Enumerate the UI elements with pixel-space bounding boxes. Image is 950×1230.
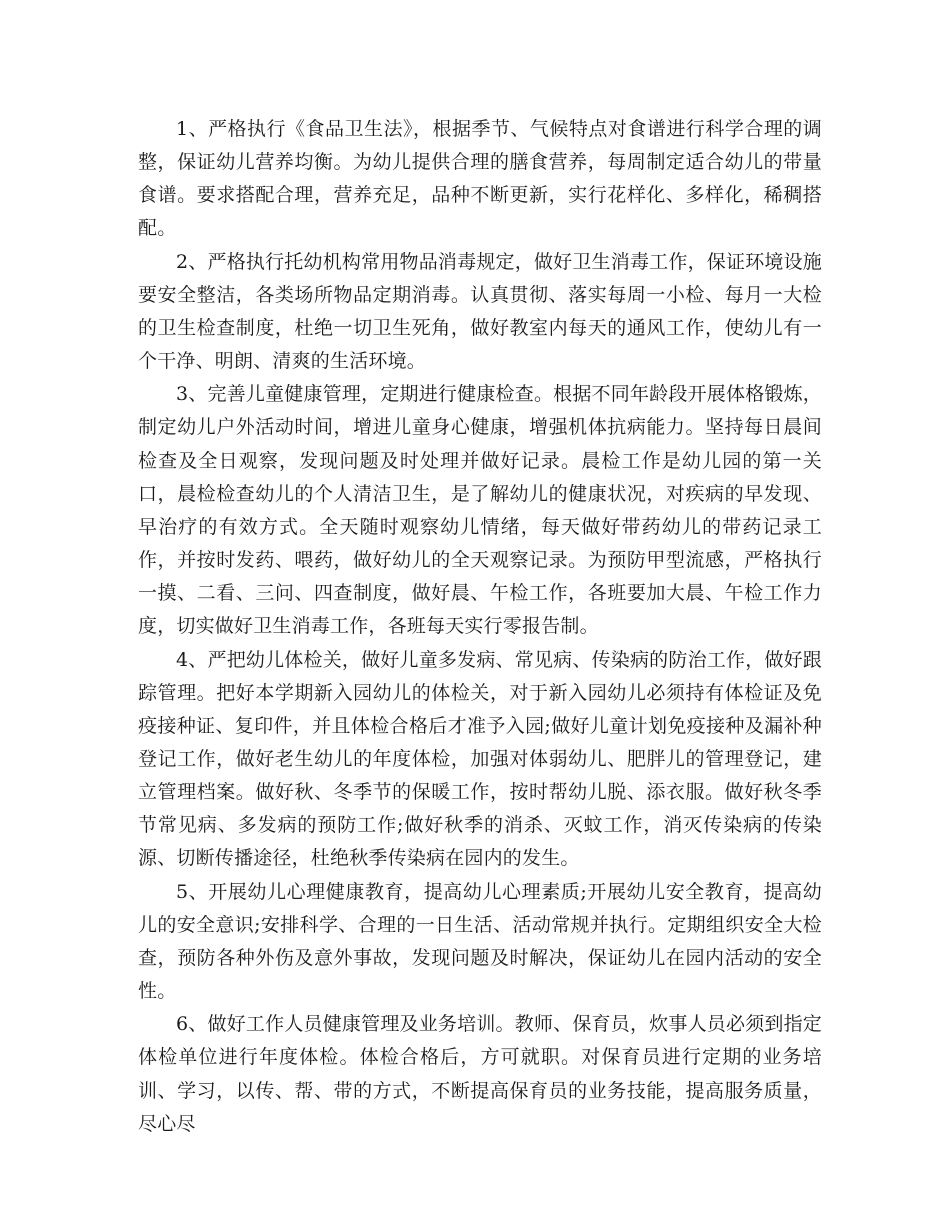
paragraph-3: 3、完善儿童健康管理，定期进行健康检查。根据不同年龄段开展体格锻炼，制定幼儿户外活动时间，增进儿童身心健康，增强机体抗病能力。坚持每日晨间检查及全日观察，发现问题及时处理并做好记录。晨检工作是幼儿园的第一关口，晨检检查幼儿的个人清洁卫生，是了解幼儿的健康状况，对疾病的早发现、早治疗的有效方式。全天随时观察幼儿情绪，每天做好带药幼儿的带药记录工作，并按时发药、喂药，做好幼儿的全天观察记录。为预防甲型流感，严格执行一摸、二看、三问、四查制度，做好晨、午检工作，各班要加大晨、午检工作力度，切实做好卫生消毒工作，各班每天实行零报告制。 [138,383,822,638]
paragraph-4: 4、严把幼儿体检关，做好儿童多发病、常见病、传染病的防治工作，做好跟踪管理。把好本学期新入园幼儿的体检关，对于新入园幼儿必须持有体检证及免疫接种证、复印件，并且体检合格后才准予入园;做好儿童计划免疫接种及漏补种登记工作，做好老生幼儿的年度体检，加强对体弱幼儿、肥胖儿的管理登记，建立管理档案。做好秋、冬季节的保暖工作，按时帮幼儿脱、添衣服。做好秋冬季节常见病、多发病的预防工作;做好秋季的消杀、灭蚊工作，消灭传染病的传染源、切断传播途径，杜绝秋季传染病在园内的发生。 [138,648,822,870]
paragraph-6: 6、做好工作人员健康管理及业务培训。教师、保育员，炊事人员必须到指定体检单位进行年度体检。体检合格后，方可就职。对保育员进行定期的业务培训、学习，以传、帮、带的方式，不断提高保育员的业务技能，提高服务质量，尽心尽 [138,1013,822,1135]
document-body [138,113,822,1135]
paragraph-1: 1、严格执行《食品卫生法》，根据季节、气候特点对食谱进行科学合理的调整，保证幼儿营养均衡。为幼儿提供合理的膳食营养，每周制定适合幼儿的带量食谱。要求搭配合理，营养充足，品种不断更新，实行花样化、多样化，稀稠搭配。 [138,118,822,240]
paragraph-5: 5、开展幼儿心理健康教育，提高幼儿心理素质;开展幼儿安全教育，提高幼儿的安全意识;安排科学、合理的一日生活、活动常规并执行。定期组织安全大检查，预防各种外伤及意外事故，发现问题及时解决，保证幼儿在园内活动的安全性。 [138,880,822,1003]
paragraph-2: 2、严格执行托幼机构常用物品消毒规定，做好卫生消毒工作，保证环境设施要安全整洁，各类场所物品定期消毒。认真贯彻、落实每周一小检、每月一大检的卫生检查制度，杜绝一切卫生死角，做好教室内每天的通风工作，使幼儿有一个干净、明朗、清爽的生活环境。 [138,250,822,373]
